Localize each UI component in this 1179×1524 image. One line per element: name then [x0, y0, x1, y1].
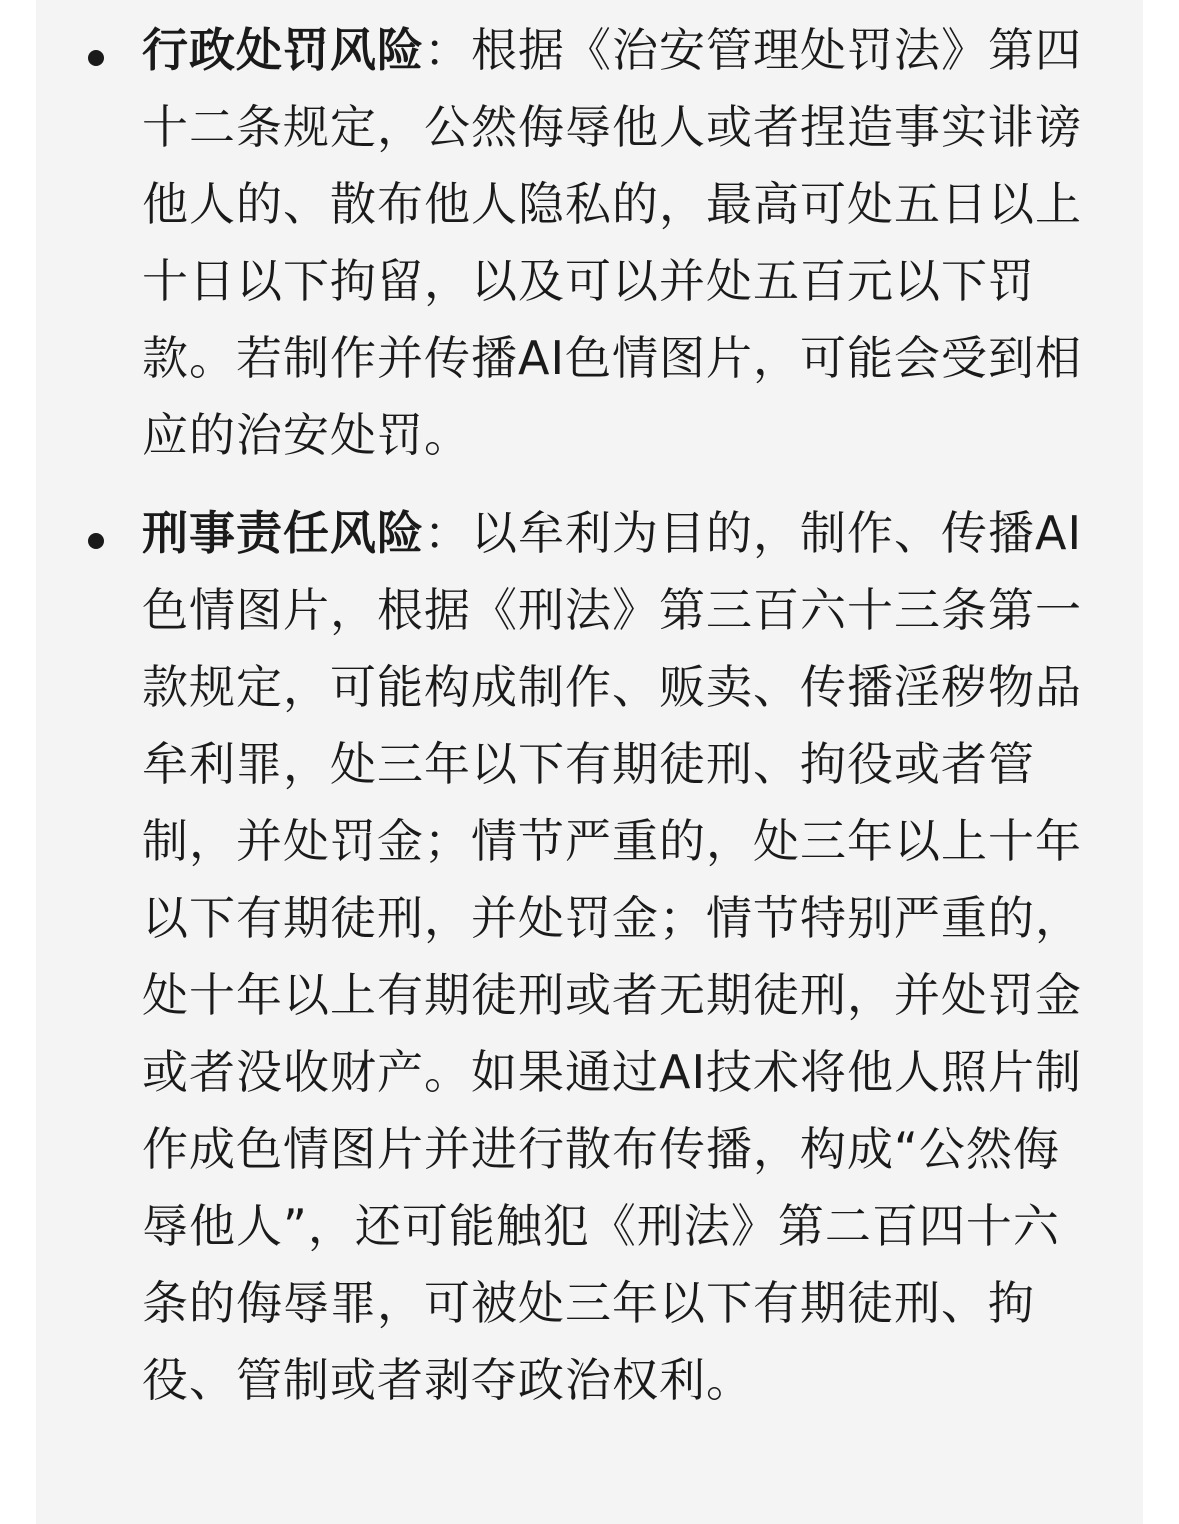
list-item-body: 以牟利为目的，制作、传播AI色情图片，根据《刑法》第三百六十三条第一款规定，可能构成制作、贩卖、传播淫秽物品牟利罪，处三年以下有期徒刑、拘役或者管制，并处罚金；情节严重的，处三年以上十年以下有期徒刑，并处罚金；情节特别严重的，处十年以上有期徒刑或者无期徒刑，并处罚金或者没收财产。如果通过AI技术将他人照片制作成色情图片并进行散布传播，构成“公然侮辱他人”，还可能触犯《刑法》第二百四十六条的侮辱罪，可被处三年以下有期徒刑、拘役、管制或者剥夺政治权利。 — [142, 506, 1083, 1407]
list-item-term: 刑事责任风险 — [142, 506, 424, 560]
document-page — [36, 0, 1143, 1524]
list-item-body: 根据《治安管理处罚法》第四十二条规定，公然侮辱他人或者捏造事实诽谤他人的、散布他人隐私的，最高可处五日以上十日以下拘留，以及可以并处五百元以下罚款。若制作并传播AI色情图片，可能会受到相应的治安处罚。 — [142, 23, 1083, 462]
list-item-separator: ： — [424, 23, 471, 77]
list-item-separator: ： — [424, 506, 471, 560]
list-item-term: 行政处罚风险 — [142, 23, 424, 77]
bullet-icon — [88, 50, 104, 66]
list-item-text — [142, 495, 1102, 1419]
list-item-text — [142, 12, 1102, 474]
bullet-icon — [88, 533, 104, 549]
